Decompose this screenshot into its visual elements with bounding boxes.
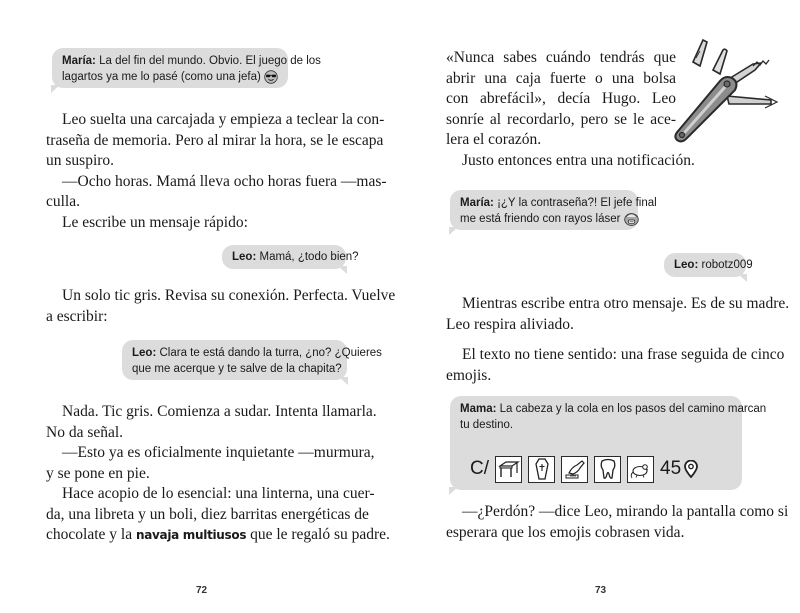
street-number: 45: [660, 458, 682, 479]
text-line: Nada. Tic gris. Comienza a sudar. Intenta llamarla.: [62, 403, 377, 420]
paragraph: [46, 286, 396, 327]
chat-bubble-mama: [450, 396, 767, 490]
text-line: sonríe al recordarlo, pero se le ace-: [446, 110, 676, 128]
chat-bubble-maria: [52, 48, 321, 88]
right-page: [400, 0, 800, 613]
text-line: El texto no tiene sentido: una frase seguida de cinco: [462, 346, 785, 363]
text-line: esperara que los emojis cobrasen vida.: [446, 523, 685, 541]
message-text: La del fin del mundo. Obvio. El juego de los: [99, 55, 321, 67]
chat-bubble-leo: [664, 253, 753, 277]
text-line: culla.: [46, 193, 80, 210]
brand-text: navaja multiusos: [135, 528, 247, 542]
text-line: da, una libreta y un boli, diez barritas energéticas de: [46, 505, 369, 523]
text-fragment: chocolate y la: [46, 526, 133, 543]
message-text: Mamá, ¿todo bien?: [259, 251, 359, 263]
page-number: 72: [196, 585, 208, 596]
text-line: Justo entonces entra una notificación.: [462, 151, 695, 169]
message-text: robotz009: [701, 259, 753, 271]
sender-label: Leo:: [232, 251, 257, 263]
paragraph: [46, 402, 390, 546]
map-pin-icon: [684, 460, 698, 478]
text-line: a escribir:: [46, 307, 108, 325]
mouse-icon: [627, 456, 654, 483]
message-text: que me acerque y te salve de la chapita?: [132, 363, 342, 375]
street-prefix: C/: [470, 458, 489, 479]
sunglasses-face-icon: [264, 70, 278, 84]
text-fragment: que le regaló su padre.: [250, 526, 390, 543]
multitool-knife-illustration: [665, 38, 780, 148]
chat-bubble-leo: [122, 340, 382, 380]
text-line: con abrefácil», decía Hugo. Leo: [446, 90, 676, 107]
message-text: tu destino.: [460, 419, 514, 431]
text-line: Un solo tic gris. Revisa su conexión. Perfecta. Vuelve: [62, 287, 396, 304]
text-line: lera el corazón.: [446, 131, 542, 148]
table-icon: [495, 456, 522, 483]
paragraph: [446, 294, 790, 335]
text-line: No da señal.: [46, 423, 124, 441]
chat-bubble-leo: [222, 245, 359, 269]
sender-label: Mama:: [460, 403, 497, 415]
fearful-face-icon: [624, 212, 639, 226]
message-text: La cabeza y la cola en los pasos del camino marcan: [499, 403, 767, 415]
sender-label: María:: [62, 55, 96, 67]
coffin-icon: [528, 456, 555, 483]
paragraph: [46, 110, 387, 233]
paragraph: [446, 345, 785, 386]
emoji-row: [470, 452, 698, 486]
tooth-icon: [594, 456, 621, 483]
message-text: lagartos ya me lo pasé (como una jefa): [62, 71, 261, 83]
text-line: Hace acopio de lo esencial: una linterna, una cuer-: [62, 485, 375, 502]
text-line: —¿Perdón? —dice Leo, mirando la pantalla como si: [462, 503, 789, 520]
text-line: y se pone en pie.: [46, 464, 150, 482]
sender-label: María:: [460, 197, 494, 209]
text-line: Mientras escribe entra otro mensaje. Es de su madre.: [462, 295, 790, 312]
paragraph: [446, 502, 789, 543]
text-line: abrir una caja fuerte o una bolsa: [446, 69, 676, 87]
text-line: —Esto ya es oficialmente inquietante —murmura,: [62, 444, 375, 461]
message-text: ¡¿Y la contraseña?! El jefe final: [497, 197, 657, 209]
chat-bubble-maria: [450, 190, 657, 230]
sender-label: Leo:: [674, 259, 699, 271]
text-line: traseña de memoria. Pero al mirar la hora, se le escapa: [46, 131, 384, 149]
text-line: Leo suelta una carcajada y empieza a teclear la con-: [62, 111, 385, 128]
text-line: Leo respira aliviado.: [446, 315, 574, 333]
text-line: [46, 525, 390, 546]
text-line: Le escribe un mensaje rápido:: [62, 213, 248, 231]
text-line: un suspiro.: [46, 152, 115, 169]
text-line: emojis.: [446, 366, 492, 384]
message-text: Clara te está dando la turra, ¿no? ¿Quieres: [159, 347, 382, 359]
sender-label: Leo:: [132, 347, 157, 359]
text-line: —Ocho horas. Mamá lleva ocho horas fuera —mas-: [62, 172, 387, 190]
message-text: me está friendo con rayos láser: [460, 213, 621, 225]
text-line: «Nunca sabes cuándo tendrás que: [446, 49, 676, 66]
writing-hand-icon: [561, 456, 588, 483]
page-number: 73: [595, 585, 607, 596]
paragraph: [446, 48, 695, 171]
